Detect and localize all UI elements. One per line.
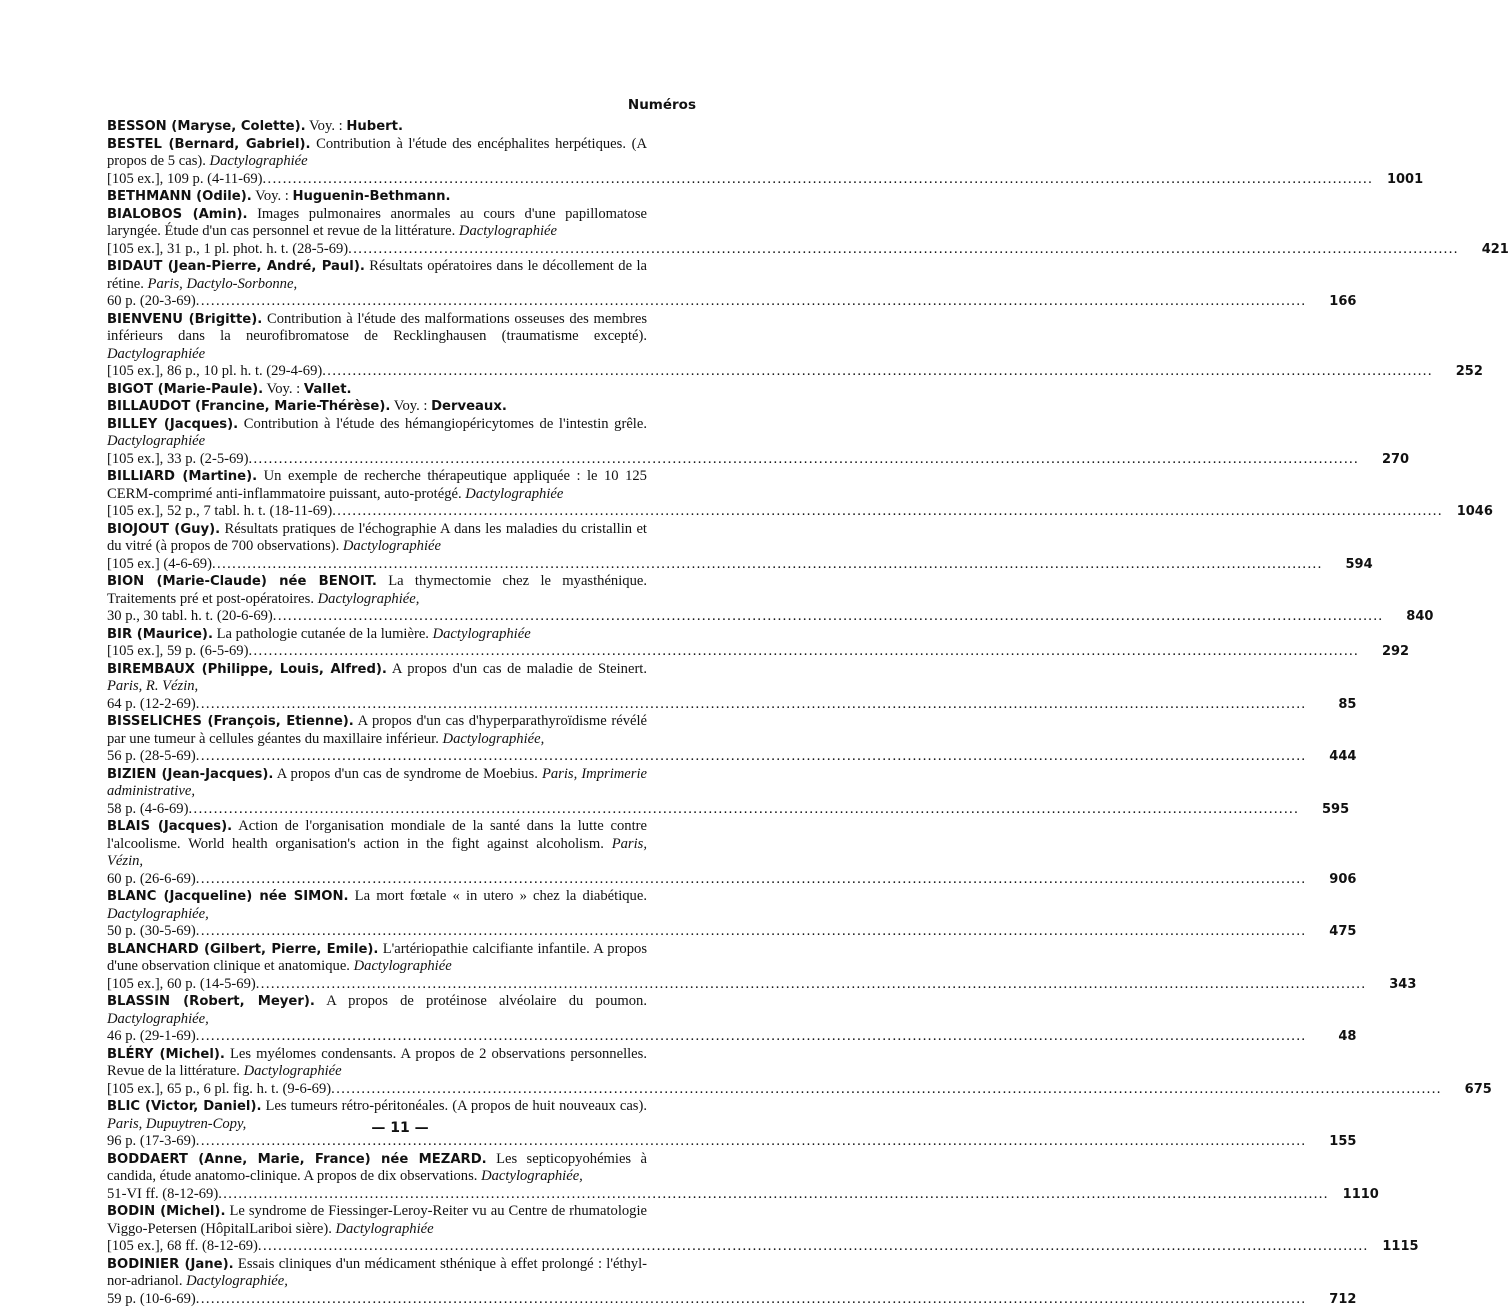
publisher: Dactylographiée — [459, 223, 557, 239]
bibliography-entry — [107, 573, 697, 626]
publisher: Dactylographiée, — [318, 591, 420, 607]
bibliography-entry — [107, 468, 697, 521]
leader-dots: ............................................................................................................................................................................................................................ — [248, 451, 1359, 469]
leader-dots: ............................................................................................................................................................................................................................ — [196, 1291, 1307, 1308]
publisher: Dactylographiée, — [107, 906, 209, 922]
author-name: BESTEL (Bernard, Gabriel). — [107, 137, 311, 152]
author-name: BIALOBOS (Amin). — [107, 207, 248, 222]
thesis-title: Les septicopyohémies à candida, étude anatomo-clinique. A propos de dix observations. — [107, 1151, 647, 1185]
leader-dots: ............................................................................................................................................................................................................................ — [258, 1238, 1369, 1256]
publication-details: [105 ex.], 59 p. (6-5-69) — [107, 643, 248, 661]
leader-dots: ............................................................................................................................................................................................................................ — [196, 293, 1307, 311]
bibliography-entry — [107, 1203, 697, 1256]
thesis-title: Essais cliniques d'un médicament sthénique à effet prolongé : l'éthyl-nor-adrianol. — [107, 1256, 647, 1290]
author-name: BLANC (Jacqueline) née SIMON. — [107, 889, 349, 904]
publication-details: 56 p. (28-5-69) — [107, 748, 196, 766]
author-name: BIOJOUT (Guy). — [107, 522, 220, 537]
publication-details: 51-VI ff. (8-12-69) — [107, 1186, 218, 1204]
thesis-title: A propos de protéinose alvéolaire du poumon. — [315, 993, 647, 1009]
bibliography-entry — [107, 206, 697, 259]
publication-details: [105 ex.], 65 p., 6 pl. fig. h. t. (9-6-69) — [107, 1081, 331, 1099]
thesis-number: 292 — [1359, 644, 1409, 660]
thesis-number: 444 — [1306, 749, 1356, 765]
leader-dots: ............................................................................................................................................................................................................................ — [332, 503, 1443, 521]
thesis-title: La pathologie cutanée de la lumière. — [213, 626, 433, 642]
author-name: BLÉRY (Michel). — [107, 1047, 225, 1062]
publication-details: [105 ex.], 33 p. (2-5-69) — [107, 451, 248, 469]
author-name: BIGOT (Marie-Paule). — [107, 382, 263, 397]
publication-details: 46 p. (29-1-69) — [107, 1028, 196, 1046]
see-label: Voy. : — [263, 381, 304, 397]
thesis-title: L'artériopathie calcifiante infantile. A propos d'une observation clinique et anatomique. — [107, 941, 647, 975]
author-name: BISSELICHES (François, Etienne). — [107, 714, 354, 729]
thesis-title: A propos d'un cas d'hyperparathyroïdisme révélé par une tumeur à cellules géantes du maxillaire inférieur. — [107, 713, 647, 747]
author-name: BIREMBAUX (Philippe, Louis, Alfred). — [107, 662, 387, 677]
see-label: Voy. : — [390, 398, 431, 414]
publisher: Dactylographiée, — [107, 1011, 209, 1027]
publication-details: 96 p. (17-3-69) — [107, 1133, 196, 1151]
author-name: BETHMANN (Odile). — [107, 189, 252, 204]
leader-dots: ............................................................................................................................................................................................................................ — [218, 1186, 1329, 1204]
thesis-title: Résultats pratiques de l'échographie A dans les maladies du cristallin et du vitré (à propos de 700 observations). — [107, 521, 647, 555]
thesis-title: Contribution à l'étude des encéphalites herpétiques. (A propos de 5 cas). — [107, 136, 647, 170]
thesis-title: Images pulmonaires anormales au cours d'une papillomatose laryngée. Étude d'un cas personnel et revue de la littérature. — [107, 206, 647, 240]
author-name: BIZIEN (Jean-Jacques). — [107, 767, 273, 782]
thesis-number: 840 — [1383, 609, 1433, 625]
thesis-title: Les myélomes condensants. A propos de 2 observations personnelles. Revue de la littérature. — [107, 1046, 647, 1080]
publisher: Paris, R. Vézin, — [107, 678, 198, 694]
thesis-title: Contribution à l'étude des malformations osseuses des membres inférieurs dans la neurofibromatose de Recklinghausen (traumatisme excepté). — [107, 311, 647, 345]
bibliography-entry — [107, 941, 697, 994]
publisher: Dactylographiée — [244, 1063, 342, 1079]
publication-details: [105 ex.] (4-6-69) — [107, 556, 212, 574]
bibliography-entry — [107, 136, 697, 189]
thesis-number: 595 — [1299, 802, 1349, 818]
thesis-number: 712 — [1306, 1292, 1356, 1308]
leader-dots: ............................................................................................................................................................................................................................ — [348, 241, 1459, 259]
thesis-number: 48 — [1306, 1029, 1356, 1045]
thesis-number: 906 — [1306, 872, 1356, 888]
bibliography-entry — [107, 888, 697, 941]
publication-details: [105 ex.], 109 p. (4-11-69) — [107, 171, 263, 189]
bibliography-entry — [107, 1046, 697, 1099]
publisher: Dactylographiée — [465, 486, 563, 502]
author-name: BLANCHARD (Gilbert, Pierre, Emile). — [107, 942, 378, 957]
page-number: — 11 — — [0, 1120, 800, 1137]
thesis-title: Contribution à l'étude des hémangiopéricytomes de l'intestin grêle. — [238, 416, 647, 432]
leader-dots: ............................................................................................................................................................................................................................ — [263, 171, 1374, 189]
publisher: Dactylographiée — [210, 153, 308, 169]
author-name: BODINIER (Jane). — [107, 1257, 234, 1272]
thesis-number: 85 — [1306, 697, 1356, 713]
thesis-title: La thymectomie chez le myasthénique. Traitements pré et post-opératoires. — [107, 573, 647, 607]
leader-dots: ............................................................................................................................................................................................................................ — [196, 923, 1307, 941]
thesis-title: Résultats opératoires dans le décollement de la rétine. — [107, 258, 647, 292]
author-name: BLAIS (Jacques). — [107, 819, 232, 834]
author-name: BLIC (Victor, Daniel). — [107, 1099, 262, 1114]
publisher: Dactylographiée, — [443, 731, 545, 747]
bibliography-entry — [107, 1151, 697, 1204]
see-label: Voy. : — [252, 188, 293, 204]
leader-dots: ............................................................................................................................................................................................................................ — [196, 1133, 1307, 1151]
see-reference: Vallet. — [304, 382, 352, 397]
leader-dots: ............................................................................................................................................................................................................................ — [196, 1028, 1307, 1046]
thesis-number: 343 — [1366, 977, 1416, 993]
author-name: BILLAUDOT (Francine, Marie-Thérèse). — [107, 399, 390, 414]
publisher: Paris, Imprimerie administrative, — [107, 766, 647, 800]
publication-details: 50 p. (30-5-69) — [107, 923, 196, 941]
leader-dots: ............................................................................................................................................................................................................................ — [196, 871, 1307, 889]
bibliography-entry — [107, 398, 697, 416]
thesis-title: Les tumeurs rétro-péritonéales. (A propos de huit nouveaux cas). — [262, 1098, 647, 1114]
thesis-title: A propos d'un cas de syndrome de Moebius. — [273, 766, 542, 782]
thesis-title: La mort fœtale « in utero » chez la diabétique. — [349, 888, 647, 904]
bibliography-entry — [107, 118, 697, 136]
publication-details: 58 p. (4-6-69) — [107, 801, 188, 819]
publication-details: 60 p. (26-6-69) — [107, 871, 196, 889]
author-name: BIENVENU (Brigitte). — [107, 312, 262, 327]
publisher: Dactylographiée, — [186, 1273, 288, 1289]
author-name: BIR (Maurice). — [107, 627, 213, 642]
bibliography-entry — [107, 818, 697, 888]
publication-details: 60 p. (20-3-69) — [107, 293, 196, 311]
publisher: Paris, Dactylo-Sorbonne, — [148, 276, 298, 292]
author-name: BION (Marie-Claude) née BENOIT. — [107, 574, 377, 589]
publication-details: [105 ex.], 86 p., 10 pl. h. t. (29-4-69) — [107, 363, 322, 381]
bibliography-entry — [107, 993, 697, 1046]
author-name: BODDAERT (Anne, Marie, France) née MEZARD. — [107, 1152, 487, 1167]
bibliography-entry — [107, 626, 697, 661]
publication-details: [105 ex.], 68 ff. (8-12-69) — [107, 1238, 258, 1256]
thesis-title: A propos d'un cas de maladie de Steinert. — [387, 661, 647, 677]
bibliography-entry — [107, 766, 697, 819]
see-label: Voy. : — [306, 118, 347, 134]
publication-details: [105 ex.], 60 p. (14-5-69) — [107, 976, 256, 994]
thesis-number: 421 — [1459, 242, 1509, 258]
publisher: Dactylographiée — [107, 433, 205, 449]
thesis-number: 1046 — [1443, 504, 1493, 520]
publisher: Dactylographiée — [336, 1221, 434, 1237]
author-name: BODIN (Michel). — [107, 1204, 225, 1219]
thesis-number: 252 — [1433, 364, 1483, 380]
bibliography-entry — [107, 381, 697, 399]
thesis-number: 594 — [1323, 557, 1373, 573]
author-name: BILLEY (Jacques). — [107, 417, 238, 432]
publication-details: [105 ex.], 31 p., 1 pl. phot. h. t. (28-5-69) — [107, 241, 348, 259]
bibliography-entry — [107, 311, 697, 381]
thesis-title: Le syndrome de Fiessinger-Leroy-Reiter vu au Centre de rhumatologie Viggo-Petersen (HôpitalLariboi sière). — [107, 1203, 647, 1237]
thesis-number: 270 — [1359, 452, 1409, 468]
publisher: Dactylographiée — [433, 626, 531, 642]
thesis-number: 1110 — [1329, 1187, 1379, 1203]
leader-dots: ............................................................................................................................................................................................................................ — [273, 608, 1384, 626]
see-reference: Derveaux. — [431, 399, 507, 414]
thesis-title: Un exemple de recherche thérapeutique appliquée : le 10 125 CERM-comprimé anti-inflammatoire puissant, auto-protégé. — [107, 468, 647, 502]
thesis-title: Action de l'organisation mondiale de la santé dans la lutte contre l'alcoolisme. World health organisation's action in the fight against alcoholism. — [107, 818, 647, 852]
leader-dots: ............................................................................................................................................................................................................................ — [248, 643, 1359, 661]
author-name: BILLIARD (Martine). — [107, 469, 257, 484]
publisher: Paris, Vézin, — [107, 836, 647, 870]
publisher: Paris, Dupuytren-Copy, — [107, 1116, 246, 1132]
publication-details: 59 p. (10-6-69) — [107, 1291, 196, 1308]
thesis-number: 475 — [1306, 924, 1356, 940]
bibliography-entry — [107, 416, 697, 469]
publication-details: 30 p., 30 tabl. h. t. (20-6-69) — [107, 608, 273, 626]
bibliography-entry — [107, 661, 697, 714]
thesis-number: 1115 — [1369, 1239, 1419, 1255]
thesis-number: 166 — [1306, 294, 1356, 310]
bibliography-entry — [107, 713, 697, 766]
author-name: BIDAUT (Jean-Pierre, André, Paul). — [107, 259, 365, 274]
leader-dots: ............................................................................................................................................................................................................................ — [188, 801, 1299, 819]
publisher: Dactylographiée — [107, 346, 205, 362]
see-reference: Huguenin-Bethmann. — [292, 189, 450, 204]
leader-dots: ............................................................................................................................................................................................................................ — [256, 976, 1367, 994]
leader-dots: ............................................................................................................................................................................................................................ — [331, 1081, 1442, 1099]
leader-dots: ............................................................................................................................................................................................................................ — [196, 696, 1307, 714]
thesis-number: 675 — [1442, 1082, 1492, 1098]
leader-dots: ............................................................................................................................................................................................................................ — [212, 556, 1323, 574]
leader-dots: ............................................................................................................................................................................................................................ — [196, 748, 1307, 766]
publisher: Dactylographiée — [343, 538, 441, 554]
numeros-column-header: Numéros — [620, 97, 696, 113]
publication-details: [105 ex.], 52 p., 7 tabl. h. t. (18-11-69) — [107, 503, 332, 521]
bibliography-entry — [107, 258, 697, 311]
see-reference: Hubert. — [346, 119, 403, 134]
leader-dots: ............................................................................................................................................................................................................................ — [322, 363, 1433, 381]
author-name: BLASSIN (Robert, Meyer). — [107, 994, 315, 1009]
bibliography-entry — [107, 1256, 697, 1308]
bibliography-entry — [107, 521, 697, 574]
publisher: Dactylographiée — [354, 958, 452, 974]
author-name: BESSON (Maryse, Colette). — [107, 119, 306, 134]
publication-details: 64 p. (12-2-69) — [107, 696, 196, 714]
publisher: Dactylographiée, — [481, 1168, 583, 1184]
thesis-number: 1001 — [1373, 172, 1423, 188]
thesis-number: 155 — [1306, 1134, 1356, 1150]
bibliography-entry — [107, 188, 697, 206]
